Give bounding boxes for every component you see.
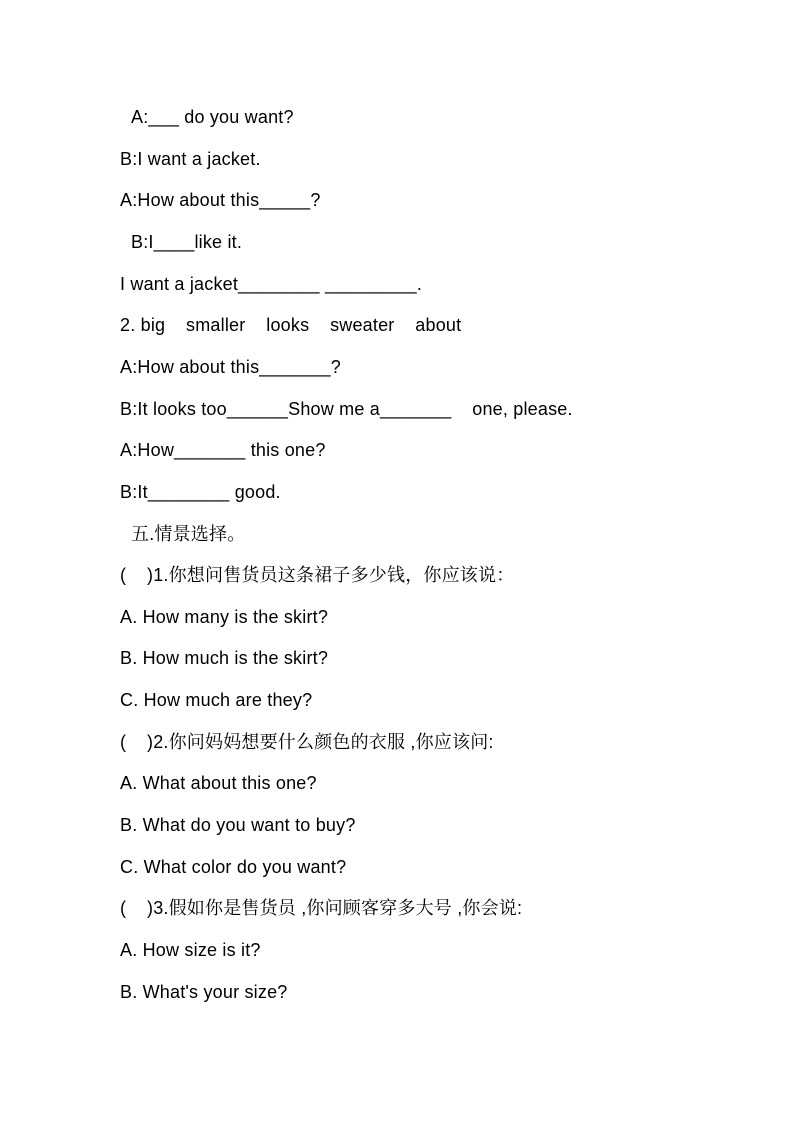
dialogue-line-a-how-about-2: A:How about this_______? xyxy=(120,357,341,377)
question-1-option-c: C. How much are they? xyxy=(120,690,313,710)
question-2-option-c: C. What color do you want? xyxy=(120,857,347,877)
question-1-option-a: A. How many is the skirt? xyxy=(120,607,329,627)
question-1-option-b: B. How much is the skirt? xyxy=(120,648,329,668)
question-2-option-b: B. What do you want to buy? xyxy=(120,815,356,835)
question-3-option-a: A. How size is it? xyxy=(120,940,261,960)
section-heading-5: 五.情景选择。 xyxy=(131,524,246,544)
question-3: ( )3.假如你是售货员 ,你问顾客穿多大号 ,你会说: xyxy=(120,898,523,918)
question-3-option-b: B. What's your size? xyxy=(120,982,288,1002)
sentence-want-jacket: I want a jacket________ _________. xyxy=(120,274,423,294)
question-1: ( )1.你想问售货员这条裙子多少钱，你应该说： xyxy=(120,565,515,585)
word-bank-2: 2. big smaller looks sweater about xyxy=(120,315,462,335)
question-2: ( )2.你问妈妈想要什么颜色的衣服 ,你应该问: xyxy=(120,732,494,752)
dialogue-line-b-jacket: B:I want a jacket. xyxy=(120,149,261,169)
dialogue-line-a-what: A:___ do you want? xyxy=(131,107,294,127)
dialogue-line-a-how-this: A:How_______ this one? xyxy=(120,440,326,460)
question-2-option-a: A. What about this one? xyxy=(120,773,317,793)
dialogue-line-b-like: B:I____like it. xyxy=(131,232,243,252)
dialogue-line-b-good: B:It________ good. xyxy=(120,482,281,502)
dialogue-line-b-looks-too: B:It looks too______Show me a_______ one, please. xyxy=(120,399,573,419)
dialogue-line-a-how-about: A:How about this_____? xyxy=(120,190,321,210)
